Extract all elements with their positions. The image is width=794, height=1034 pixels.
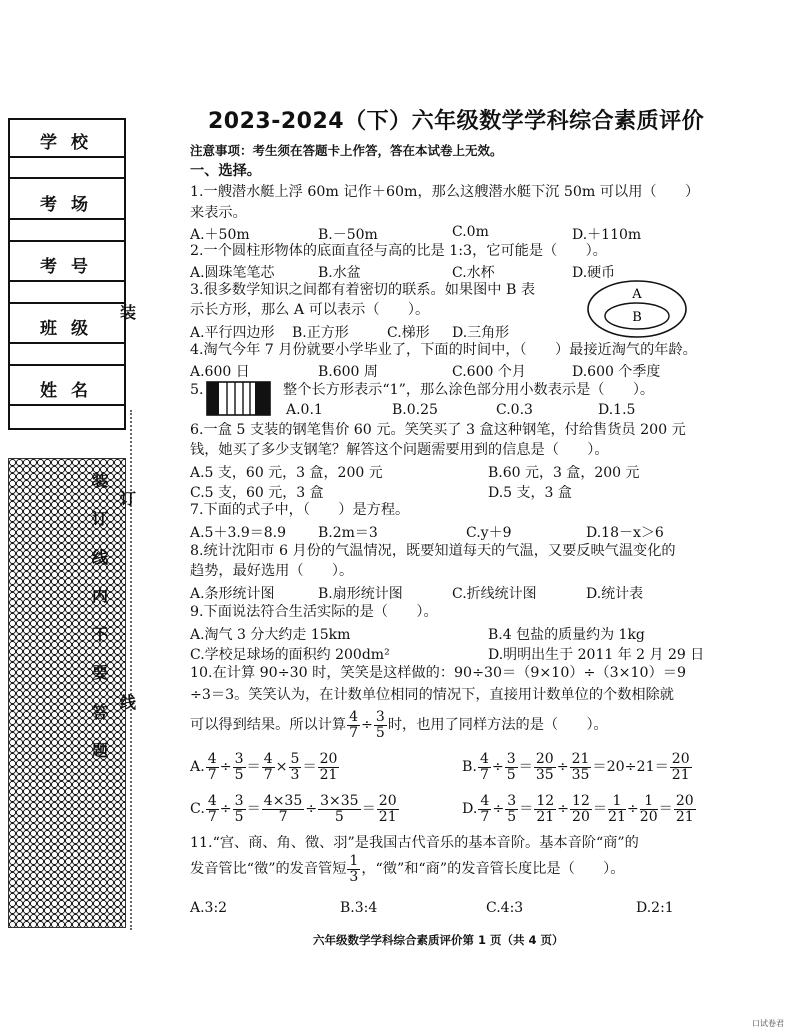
q7-option-a: A.5＋3.9＝8.9	[190, 525, 286, 541]
student-info-box	[8, 118, 126, 430]
question-7: 7.下面的式子中，（ ）是方程。	[190, 502, 410, 518]
question-5-number: 5.	[190, 382, 204, 398]
q7-option-c: C.y＋9	[466, 525, 512, 541]
warning-char: 答	[92, 703, 109, 722]
class-label: 班级	[40, 319, 102, 339]
q1-option-c: C.0m	[452, 224, 489, 240]
q11-option-b: B.3:4	[340, 900, 378, 916]
q11-option-d: D.2:1	[636, 900, 674, 916]
question-8-cont: 趋势，最好选用（ ）。	[190, 563, 354, 579]
section-heading: 一、选择。	[190, 163, 261, 179]
question-1: 1.一艘潜水艇上浮 60m 记作＋60m，那么这艘潜水艇下沉 50m 可以用（ ）	[190, 184, 700, 200]
binding-mark-ding: 订	[120, 489, 137, 508]
q8-option-c: C.折线统计图	[452, 586, 537, 602]
q10-option-d: D. $\frac{4}{7}$ ÷ $\frac{3}{5}$ ＝ $\frac{12}{21}$ ÷ $\frac{12}{20}$ ＝ $\frac{1}{21}$ ÷ $\frac{1}{20}$ ＝ $\frac{20}{21}$	[462, 792, 694, 825]
q9-option-b: B.4 包盐的质量约为 1kg	[488, 627, 645, 643]
question-5: 整个长方形表示“1”，那么涂色部分用小数表示是（ ）。	[283, 382, 655, 398]
shaded-rectangle-figure	[206, 381, 272, 417]
name-label: 姓名	[40, 381, 102, 401]
q5-option-c: C.0.3	[496, 402, 533, 418]
q2-option-b: B.水盆	[318, 265, 361, 281]
warning-char: 不	[92, 625, 109, 644]
exam-notice: 注意事项：考生须在答题卡上作答，答在本试卷上无效。	[190, 143, 503, 158]
question-11-cont: 发音管比“徵”的发音管短 $\frac{1}{3}$ ，“徵”和“商”的发音管长度比是（ ）。	[190, 852, 625, 885]
q1-option-b: B.－50m	[318, 227, 378, 243]
q4-option-d: D.600 个季度	[572, 364, 661, 380]
q4-option-a: A.600 日	[190, 364, 250, 380]
question-10: 10.在计算 90÷30 时，笑笑是这样做的：90÷30＝（9×10）÷（3×10）＝9	[190, 665, 686, 681]
q3-option-d: D.三角形	[452, 325, 510, 341]
q10-option-c: C. $\frac{4}{7}$ ÷ $\frac{3}{5}$ ＝ $\frac{4\times 35}{7}$ ÷ $\frac{3\times 35}{5}$ ＝ $\frac{20}{21}$	[190, 792, 397, 825]
exam-room-label: 考场	[40, 195, 102, 215]
watermark: 口试卷君	[752, 1019, 784, 1028]
q8-option-b: B.扇形统计图	[318, 586, 403, 602]
q6-option-c: C.5 支，60 元，3 盒	[190, 485, 324, 501]
question-8: 8.统计沈阳市 6 月份的气温情况，既要知道每天的气温，又要反映气温变化的	[190, 543, 676, 559]
q8-option-d: D.统计表	[586, 586, 644, 602]
q9-option-a: A.淘气 3 分大约走 15km	[190, 627, 351, 643]
question-4: 4.淘气今年 7 月份就要小学毕业了，下面的时间中，（ ）最接近淘气的年龄。	[190, 342, 697, 358]
warning-char: 要	[92, 663, 109, 682]
binding-mark-xian: 线	[120, 693, 137, 712]
warning-char: 装	[92, 471, 109, 490]
q5-option-d: D.1.5	[598, 402, 636, 418]
q6-option-d: D.5 支，3 盒	[488, 485, 572, 501]
diagram-label-a: A	[632, 287, 642, 302]
q3-option-a: A.平行四边形	[190, 325, 275, 341]
page-footer: 六年级数学学科综合素质评价第 1 页（共 4 页）	[313, 933, 564, 947]
q2-option-a: A.圆珠笔笔芯	[190, 265, 275, 281]
warning-char: 内	[92, 586, 109, 605]
q3-option-b: B.正方形	[292, 325, 349, 341]
question-6-cont: 钱，她买了多少支钢笔？解答这个问题需要用到的信息是（ ）。	[190, 442, 609, 458]
hex-pattern-strip	[8, 458, 126, 928]
question-3-cont: 示长方形，那么 A 可以表示（ ）。	[190, 302, 430, 318]
q5-option-b: B.0.25	[392, 402, 438, 418]
q1-option-a: A.＋50m	[190, 227, 250, 243]
diagram-label-b: B	[632, 310, 642, 325]
q10-option-a: A. $\frac{4}{7}$ ÷ $\frac{3}{5}$ ＝ $\frac{4}{7}$ × $\frac{5}{3}$ ＝ $\frac{20}{21}$	[190, 750, 338, 783]
q6-option-b: B.60 元，3 盒，200 元	[488, 465, 640, 481]
q9-option-c: C.学校足球场的面积约 200dm²	[190, 647, 390, 663]
school-label: 学校	[40, 133, 102, 153]
binding-mark-zhuang: 装	[120, 303, 137, 322]
q2-option-c: C.水杯	[452, 265, 495, 281]
q2-option-d: D.硬币	[572, 265, 616, 281]
q4-option-b: B.600 周	[318, 364, 378, 380]
q10-option-b: B. $\frac{4}{7}$ ÷ $\frac{3}{5}$ ＝ $\frac{20}{35}$ ÷ $\frac{21}{35}$ ＝20÷21＝ $\frac{20}{21}$	[462, 750, 690, 783]
q11-option-c: C.4:3	[486, 900, 524, 916]
question-9: 9.下面说法符合生活实际的是（ ）。	[190, 604, 438, 620]
warning-char: 订	[92, 509, 109, 528]
question-2: 2.一个圆柱形物体的底面直径与高的比是 1:3，它可能是（ ）。	[190, 243, 607, 259]
q6-option-a: A.5 支，60 元，3 盒，200 元	[190, 465, 383, 481]
page-title: 2023-2024（下）六年级数学学科综合素质评价	[208, 109, 705, 134]
q7-option-b: B.2m＝3	[318, 525, 378, 541]
question-1-cont: 来表示。	[190, 205, 247, 221]
question-11: 11.“宫、商、角、徵、羽”是我国古代音乐的基本音阶。基本音阶“商”的	[190, 835, 639, 851]
q1-option-d: D.＋110m	[572, 227, 642, 243]
warning-char: 线	[92, 548, 109, 567]
warning-char: 题	[92, 741, 109, 760]
q11-option-a: A.3:2	[190, 900, 228, 916]
question-6: 6.一盒 5 支装的钢笔售价 60 元。笑笑买了 3 盒这种钢笔，付给售货员 200 元	[190, 422, 686, 438]
set-diagram	[585, 278, 690, 340]
exam-number-label: 考号	[40, 257, 102, 277]
q9-option-d: D.明明出生于 2011 年 2 月 29 日	[488, 647, 705, 663]
question-3: 3.很多数学知识之间都有着密切的联系。如果图中 B 表	[190, 282, 536, 298]
q7-option-d: D.18－x＞6	[586, 525, 664, 541]
question-10-cont2: 可以得到结果。所以计算 $\frac{4}{7}$ ÷ $\frac{3}{5}$ 时，也用了同样方法的是（ ）。	[190, 708, 608, 741]
q4-option-c: C.600 个月	[452, 364, 526, 380]
q5-option-a: A.0.1	[286, 402, 323, 418]
question-10-cont: ÷3＝3。笑笑认为，在计数单位相同的情况下，直接用计数单位的个数相除就	[190, 687, 674, 703]
q8-option-a: A.条形统计图	[190, 586, 275, 602]
q3-option-c: C.梯形	[387, 325, 430, 341]
